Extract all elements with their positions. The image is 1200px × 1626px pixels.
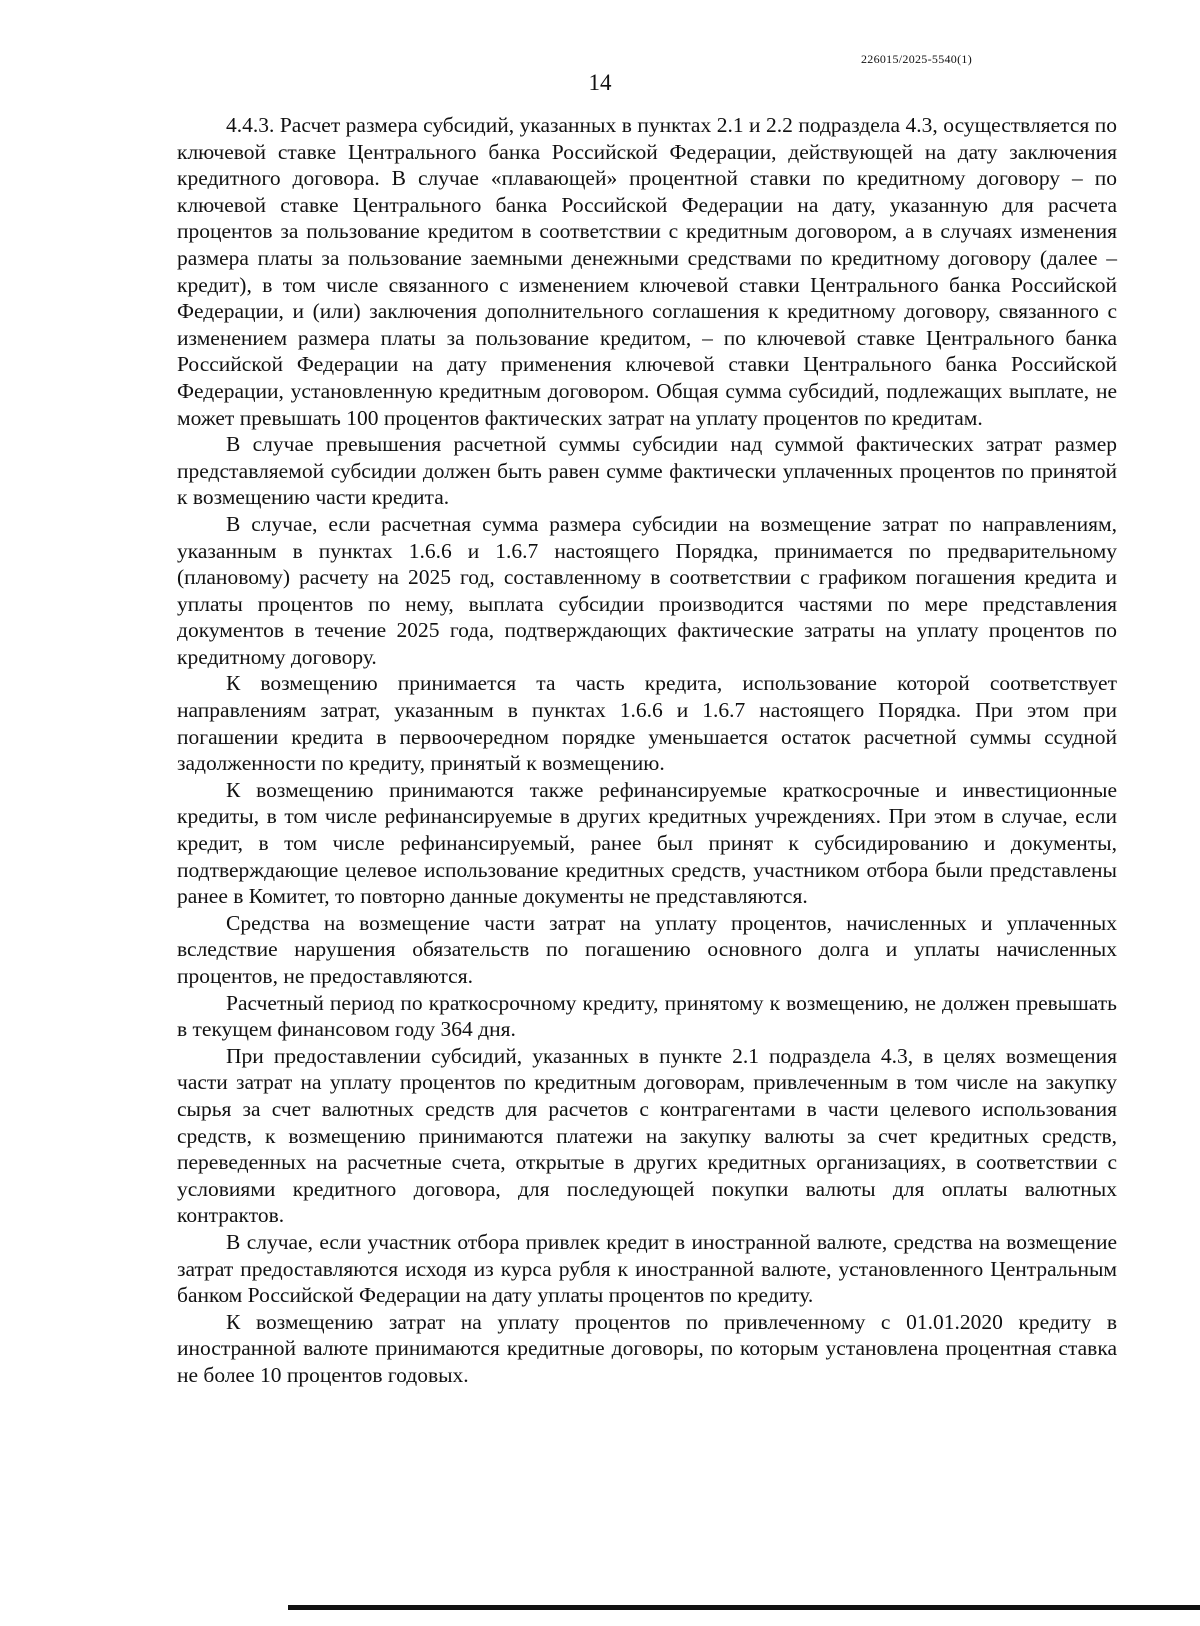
document-body (177, 112, 1117, 1389)
paragraph-refinanced-credits: К возмещению принимаются также рефинансируемые краткосрочные и инвестиционные кредиты, в том числе рефинансируемые в других кредитных учреждениях. При этом в случае, если кредит, в том числе рефинансируемый, ранее был принят к субсидированию и документы, подтверждающие целевое использование кредитных средств, участником отбора были представлены ранее в Комитет, то повторно данные документы не представляются. (177, 777, 1117, 909)
paragraph-preliminary-calculation: В случае, если расчетная сумма размера субсидии на возмещение затрат по направлениям, указанным в пунктах 1.6.6 и 1.6.7 настоящего Порядка, принимается по предварительному (плановому) расчету на 2025 год, составленному в соответствии с графиком погашения кредита и уплаты процентов по нему, выплата субсидии производится частями по мере представления документов в течение 2025 года, подтверждающих фактические затраты на уплату процентов по кредитному договору. (177, 511, 1117, 669)
paragraph-currency-purchase: При предоставлении субсидий, указанных в пункте 2.1 подраздела 4.3, в целях возмещения части затрат на уплату процентов по кредитным договорам, привлеченным в том числе на закупку сырья за счет валютных средств для расчетов с контрагентами в части целевого использования средств, к возмещению принимаются платежи на закупку валюты за счет кредитных средств, переведенных на расчетные счета, открытые в других кредитных организациях, в соответствии с условиями кредитного договора, для последующей покупки валюты для оплаты валютных контрактов. (177, 1043, 1117, 1228)
scan-edge-divider (288, 1605, 1200, 1610)
paragraph-interest-rate-limit: К возмещению затрат на уплату процентов по привлеченному с 01.01.2020 кредиту в иностранной валюте принимаются кредитные договоры, по которым установлена процентная ставка не более 10 процентов годовых. (177, 1309, 1117, 1387)
paragraph-violation-funds: Средства на возмещение части затрат на уплату процентов, начисленных и уплаченных вследствие нарушения обязательств по погашению основного долга и уплаты начисленных процентов, не предоставляются. (177, 910, 1117, 988)
paragraph-foreign-currency-credit: В случае, если участник отбора привлек кредит в иностранной валюте, средства на возмещение затрат предоставляются исходя из курса рубля к иностранной валюте, установленного Центральным банком Российской Федерации на дату уплаты процентов по кредиту. (177, 1229, 1117, 1308)
paragraph-excess-subsidy: В случае превышения расчетной суммы субсидии над суммой фактических затрат размер представляемой субсидии должен быть равен сумме фактически уплаченных процентов по принятой к возмещению части кредита. (177, 432, 1117, 510)
document-id: 226015/2025-5540(1) (860, 52, 972, 66)
paragraph-credit-part: К возмещению принимается та часть кредита, использование которой соответствует направлениям затрат, указанным в пунктах 1.6.6 и 1.6.7 настоящего Порядка. При этом при погашении кредита в первоочередном порядке уменьшается остаток расчетной суммы ссудной задолженности по кредиту, принятый к возмещению. (177, 671, 1117, 776)
page-number: 14 (588, 70, 612, 95)
paragraph-4-4-3: 4.4.3. Расчет размера субсидий, указанных в пунктах 2.1 и 2.2 подраздела 4.3, осуществляется по ключевой ставке Центрального банка Российской Федерации, действующей на дату заключения кредитного договора. В случае «плавающей» процентной ставки по кредитному договору – по ключевой ставке Центрального банка Российской Федерации на дату, указанную для расчета процентов за пользование кредитом в соответствии с кредитным договором, а в случаях изменения размера платы за пользование заемными денежными средствами по кредитному договору (далее – кредит), в том числе связанного с изменением ключевой ставки Центрального банка Российской Федерации, и (или) заключения дополнительного соглашения к кредитному договору, связанного с изменением размера платы за пользование кредитом, – по ключевой ставке Центрального банка Российской Федерации на дату применения ключевой ставки Центрального банка Российской Федерации, установленную кредитным договором. Общая сумма субсидий, подлежащих выплате, не может превышать 100 процентов фактических затрат на уплату процентов по кредитам. (177, 113, 1117, 430)
paragraph-calculation-period: Расчетный период по краткосрочному кредиту, принятому к возмещению, не должен превышать в текущем финансовом году 364 дня. (177, 990, 1117, 1042)
